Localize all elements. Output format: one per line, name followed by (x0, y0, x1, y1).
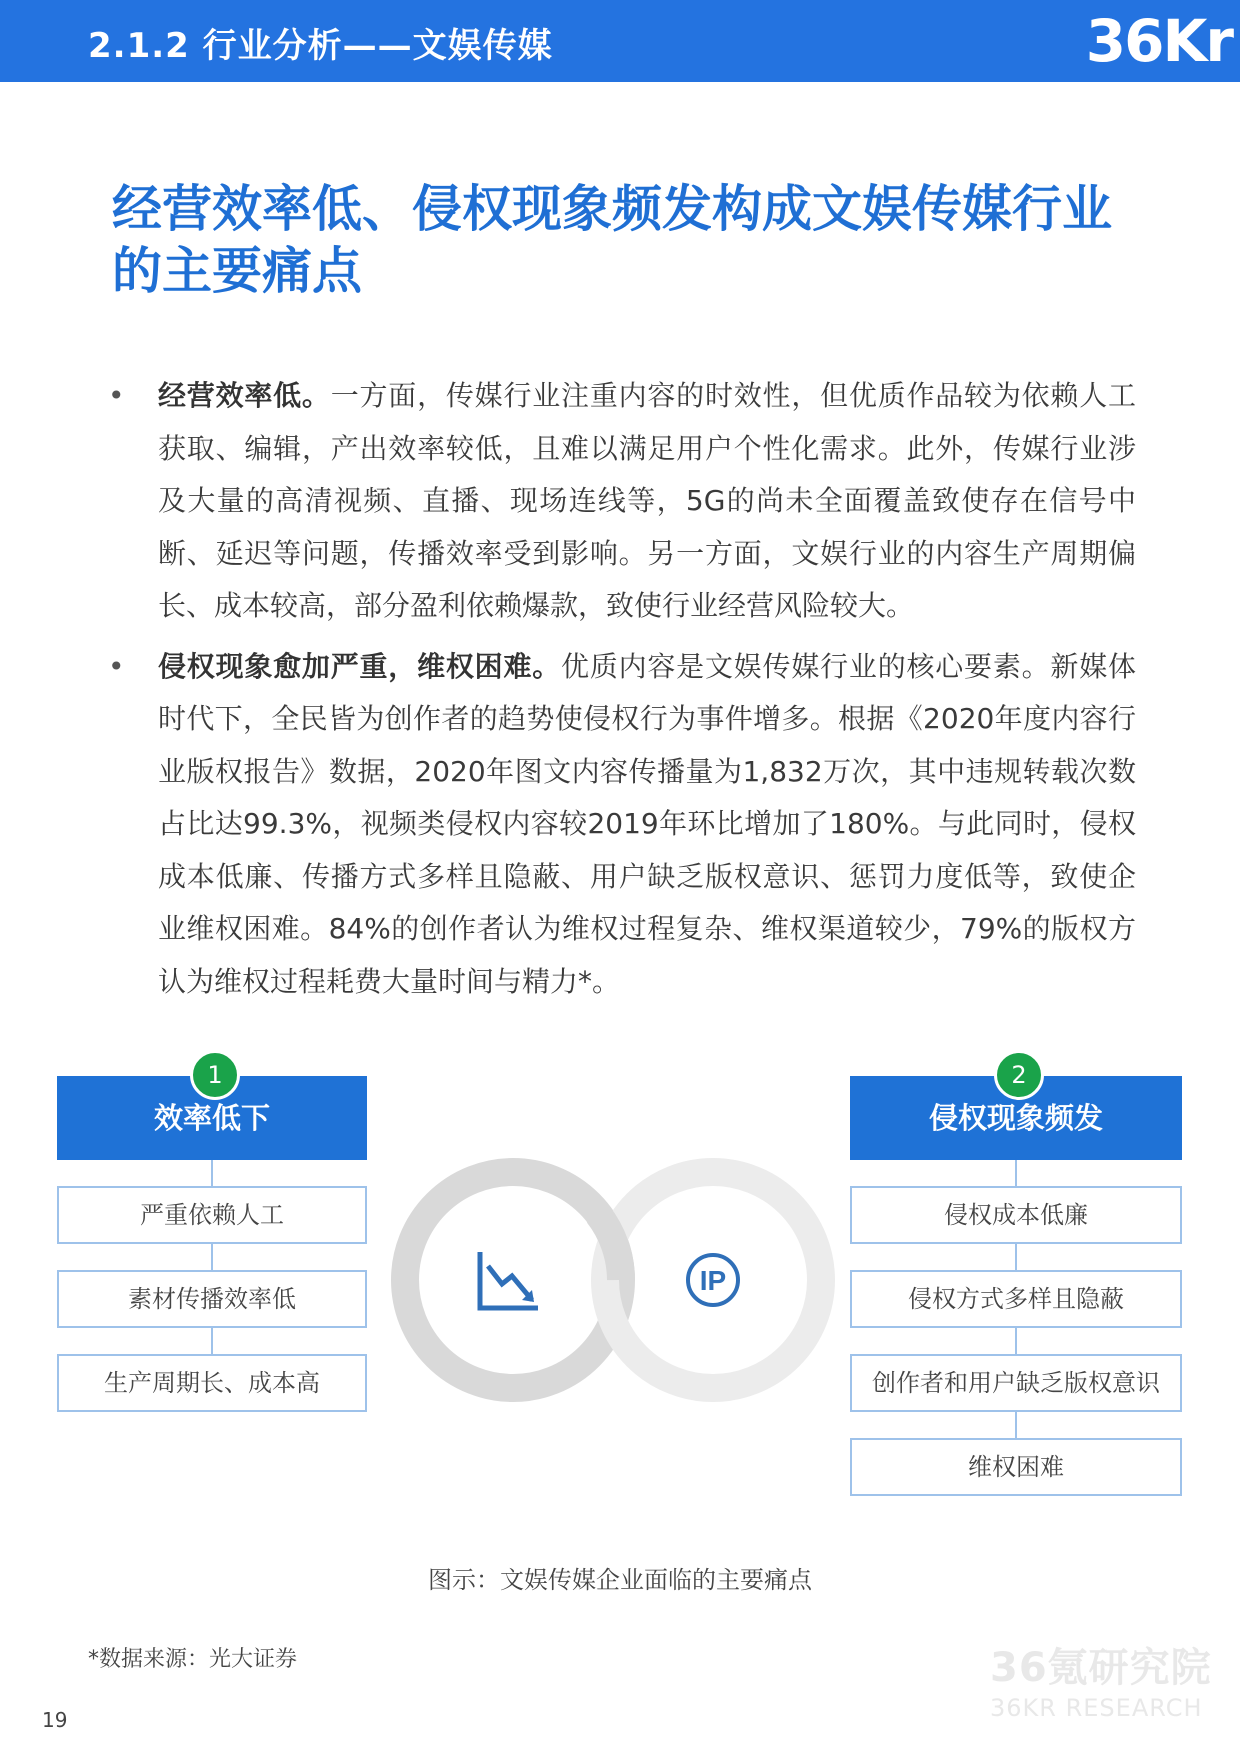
connector-line (1015, 1160, 1017, 1186)
connector-line (211, 1328, 213, 1354)
number-badge: 1 (190, 1050, 240, 1100)
36kr-logo: 36Kr (1085, 7, 1232, 75)
pain-point-item: 侵权方式多样且隐蔽 (850, 1270, 1182, 1328)
infinity-rings-graphic (380, 1150, 850, 1410)
column-header (57, 1061, 367, 1160)
declining-chart-icon (480, 1252, 538, 1308)
pain-point-column-efficiency (57, 1061, 367, 1412)
bullet-item (106, 641, 1136, 1009)
pain-point-item: 素材传播效率低 (57, 1270, 367, 1328)
column-title: 效率低下 (153, 1101, 270, 1135)
page-heading: 经营效率低、侵权现象频发构成文娱传媒行业的主要痛点 (112, 180, 1112, 300)
pain-point-item: 生产周期长、成本高 (57, 1354, 367, 1412)
connector-line (211, 1244, 213, 1270)
pain-point-item: 创作者和用户缺乏版权意识 (850, 1354, 1182, 1412)
pain-point-item: 维权困难 (850, 1438, 1182, 1496)
header-bar (0, 0, 1240, 82)
connector-line (1015, 1328, 1017, 1354)
watermark (990, 1645, 1212, 1722)
watermark-en: 36KR RESEARCH (990, 1694, 1203, 1722)
bullet-list (106, 370, 1136, 1016)
data-source-note: *数据来源：光大证券 (88, 1647, 298, 1672)
bullet-lead: 经营效率低。 (158, 379, 331, 412)
bullet-body: 一方面，传媒行业注重内容的时效性，但优质作品较为依赖人工获取、编辑，产出效率较低，且难以满足用户个性化需求。此外，传媒行业涉及大量的高清视频、直播、现场连线等，5G的尚未全面覆盖致使存在信号中断、延迟等问题，传播效率受到影响。另一方面，文娱行业的内容生产周期偏长、成本较高，部分盈利依赖爆款，致使行业经营风险较大。 (158, 379, 1136, 622)
bullet-dot-icon: • (108, 649, 125, 683)
column-title: 侵权现象频发 (928, 1101, 1103, 1135)
pain-point-item: 严重依赖人工 (57, 1186, 367, 1244)
bullet-body: 优质内容是文娱传媒行业的核心要素。新媒体时代下，全民皆为创作者的趋势使侵权行为事件增多。根据《2020年度内容行业版权报告》数据，2020年图文内容传播量为1,832万次，其中违规转载次数占比达99.3%，视频类侵权内容较2019年环比增加了180%。与此同时，侵权成本低廉、传播方式多样且隐蔽、用户缺乏版权意识、惩罚力度低等，致使企业维权困难。84%的创作者认为维权过程复杂、维权渠道较少，79%的版权方认为维权过程耗费大量时间与精力*。 (158, 649, 1136, 998)
pain-point-column-infringement (850, 1061, 1182, 1496)
bullet-lead: 侵权现象愈加严重，维权困难。 (158, 649, 562, 683)
watermark-cn: 36氪研究院 (990, 1645, 1212, 1691)
connector-line (1015, 1244, 1017, 1270)
page-number: 19 (42, 1708, 68, 1732)
connector-line (211, 1160, 213, 1186)
bullet-dot-icon: • (108, 379, 125, 412)
pain-point-item: 侵权成本低廉 (850, 1186, 1182, 1244)
section-title: 2.1.2 行业分析——文娱传媒 (88, 26, 553, 66)
bullet-item (106, 370, 1136, 633)
connector-line (1015, 1412, 1017, 1438)
bullet-text (158, 641, 1136, 1009)
number-badge: 2 (994, 1050, 1044, 1100)
column-header (850, 1061, 1182, 1160)
figure-caption: 图示：文娱传媒企业面临的主要痛点 (428, 1566, 812, 1594)
bullet-text (158, 370, 1136, 633)
ip-icon (688, 1255, 738, 1305)
ip-label: IP (699, 1265, 727, 1296)
